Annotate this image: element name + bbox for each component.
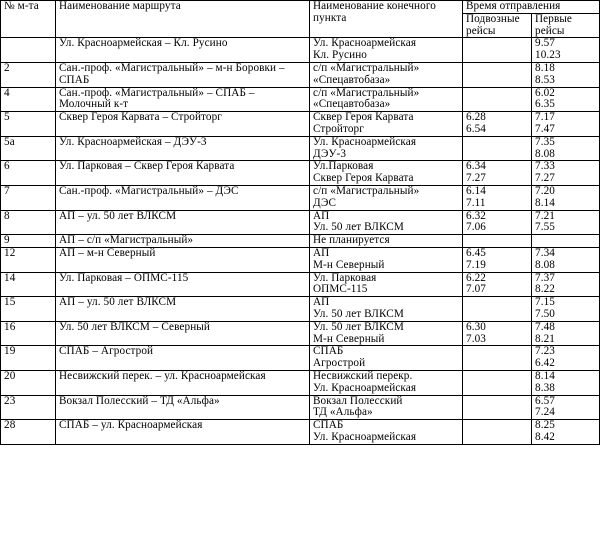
cell-line: 7.47: [535, 122, 555, 135]
shuttle-times: [463, 62, 532, 87]
route-number: 23: [1, 395, 56, 420]
end-points: [310, 346, 463, 371]
cell-line: 7.07: [466, 283, 486, 296]
route-number: 7: [1, 185, 56, 210]
cell-line: 7.11: [466, 196, 486, 209]
first-times: [532, 38, 600, 63]
first-times: [532, 297, 600, 322]
cell-line: [466, 407, 529, 419]
header-row: [1, 1, 600, 14]
header-route-name: Наименование маршрута: [56, 1, 310, 38]
shuttle-times: [463, 297, 532, 322]
table-row: [1, 420, 600, 445]
route-number: 9: [1, 235, 56, 248]
route-number: 14: [1, 272, 56, 297]
first-times: [532, 420, 600, 445]
route-name: Сан.-проф. «Магистральный» – ДЭС: [56, 185, 310, 210]
cell-line: Ул. Красноармейская: [313, 37, 417, 50]
cell-line: 8.25: [535, 419, 555, 432]
cell-line: 7.06: [466, 221, 486, 234]
cell-line: 8.38: [535, 381, 555, 394]
table-row: [1, 112, 600, 137]
first-times: [532, 272, 600, 297]
cell-line: 6.34: [466, 160, 486, 173]
cell-line: 7.55: [535, 221, 555, 234]
route-number: 20: [1, 370, 56, 395]
cell-line: 8.08: [535, 258, 555, 271]
cell-line: Несвижский перекр.: [313, 370, 413, 382]
cell-line: 6.42: [535, 357, 555, 370]
route-number: 28: [1, 420, 56, 445]
first-times: [532, 161, 600, 186]
shuttle-times: [463, 321, 532, 346]
end-points: [310, 395, 463, 420]
end-points: [310, 136, 463, 161]
cell-line: 10.23: [535, 49, 561, 62]
cell-line: Сквер Героя Карвата: [313, 111, 414, 124]
cell-line: 8.42: [535, 430, 555, 443]
cell-line: 8.14: [535, 370, 555, 382]
cell-line: Ул.Парковая: [313, 160, 374, 173]
cell-line: [466, 75, 529, 87]
route-name: АП – м-н Северный: [56, 247, 310, 272]
shuttle-times: [463, 185, 532, 210]
cell-line: 8.22: [535, 283, 555, 296]
cell-line: 8.21: [535, 332, 555, 345]
cell-line: 6.45: [466, 247, 486, 259]
cell-line: Агрострой: [313, 357, 366, 370]
cell-line: [466, 346, 529, 358]
cell-line: с/п «Магистральный»: [313, 87, 420, 99]
cell-line: [466, 50, 529, 62]
cell-line: 7.34: [535, 247, 555, 259]
end-points: [310, 62, 463, 87]
route-name: Сан.-проф. «Магистральный» – СПАБ – Молочный к-т: [56, 87, 310, 112]
end-points: [310, 38, 463, 63]
table-row: [1, 235, 600, 248]
route-number: 16: [1, 321, 56, 346]
cell-line: [535, 235, 597, 247]
route-number: 4: [1, 87, 56, 112]
cell-line: 6.32: [466, 210, 486, 222]
cell-line: с/п «Магистральный»: [313, 62, 420, 74]
cell-line: [466, 63, 529, 75]
cell-line: 8.53: [535, 73, 555, 86]
cell-line: 7.37: [535, 272, 555, 284]
table-row: [1, 247, 600, 272]
cell-line: [466, 309, 529, 321]
route-name: СПАБ – ул. Красноармейская: [56, 420, 310, 445]
table-row: [1, 87, 600, 112]
cell-line: Не планируется: [313, 234, 390, 247]
cell-line: Ул. Красноармейская: [313, 430, 417, 443]
table-row: [1, 210, 600, 235]
route-number: 15: [1, 297, 56, 322]
cell-line: СПАБ: [313, 419, 344, 432]
route-name: Ул. Красноармейская – Кл. Русино: [56, 38, 310, 63]
cell-line: 6.35: [535, 98, 555, 111]
end-points: [310, 161, 463, 186]
shuttle-times: [463, 395, 532, 420]
first-times: [532, 321, 600, 346]
first-times: [532, 185, 600, 210]
cell-line: 7.21: [535, 210, 555, 222]
first-times: [532, 395, 600, 420]
cell-line: Ул. 50 лет ВЛКСМ: [313, 221, 404, 234]
end-points: [310, 321, 463, 346]
cell-line: [466, 432, 529, 444]
shuttle-times: [463, 370, 532, 395]
end-points: [310, 235, 463, 248]
cell-line: 7.48: [535, 321, 555, 333]
cell-line: СПАБ: [313, 345, 344, 358]
header-end-point: Наименование конечного пункта: [310, 1, 463, 38]
table-row: [1, 395, 600, 420]
cell-line: [466, 420, 529, 432]
cell-line: [466, 396, 529, 408]
cell-line: Ул. 50 лет ВЛКСМ: [313, 307, 404, 320]
cell-line: 8.14: [535, 196, 555, 209]
route-number: 19: [1, 346, 56, 371]
shuttle-times: [463, 112, 532, 137]
route-number: 6: [1, 161, 56, 186]
first-times: [532, 62, 600, 87]
route-number: 8: [1, 210, 56, 235]
cell-line: 9.57: [535, 37, 555, 50]
route-name: Ул. Парковая – ОПМС-115: [56, 272, 310, 297]
shuttle-times: [463, 235, 532, 248]
route-name: Несвижский перек. – ул. Красноармейская: [56, 370, 310, 395]
cell-line: [466, 149, 529, 161]
shuttle-times: [463, 87, 532, 112]
cell-line: Ул. 50 лет ВЛКСМ: [313, 321, 404, 333]
cell-line: [466, 383, 529, 395]
cell-line: АП: [313, 210, 330, 222]
table-row: [1, 370, 600, 395]
shuttle-times: [463, 210, 532, 235]
end-points: [310, 297, 463, 322]
cell-line: АП: [313, 296, 330, 309]
shuttle-times: [463, 272, 532, 297]
cell-line: ТД «Альфа»: [313, 406, 373, 419]
route-number: [1, 38, 56, 63]
route-name: Ул. 50 лет ВЛКСМ – Северный: [56, 321, 310, 346]
table-row: [1, 62, 600, 87]
shuttle-times: [463, 247, 532, 272]
table-row: [1, 272, 600, 297]
cell-line: Ул. Красноармейская: [313, 136, 417, 148]
shuttle-times: [463, 38, 532, 63]
shuttle-times: [463, 136, 532, 161]
first-times: [532, 210, 600, 235]
table-row: [1, 346, 600, 371]
first-times: [532, 235, 600, 248]
cell-line: 6.54: [466, 122, 486, 135]
cell-line: с/п «Магистральный»: [313, 185, 420, 197]
end-points: [310, 210, 463, 235]
route-name: Ул. Красноармейская – ДЭУ-3: [56, 136, 310, 161]
route-name: Сквер Героя Карвата – Стройторг: [56, 112, 310, 137]
cell-line: [466, 137, 529, 149]
header-first-runs: Первые рейсы: [532, 13, 600, 38]
route-name: АП – ул. 50 лет ВЛКСМ: [56, 210, 310, 235]
cell-line: 8.18: [535, 62, 555, 74]
table-row: [1, 185, 600, 210]
cell-line: [466, 358, 529, 370]
first-times: [532, 112, 600, 137]
cell-line: 7.33: [535, 160, 555, 173]
table-row: [1, 136, 600, 161]
cell-line: АП: [313, 247, 330, 259]
route-name: АП – ул. 50 лет ВЛКСМ: [56, 297, 310, 322]
cell-line: [466, 88, 529, 100]
shuttle-times: [463, 346, 532, 371]
first-times: [532, 370, 600, 395]
route-number: 5: [1, 112, 56, 137]
end-points: [310, 112, 463, 137]
cell-line: [466, 99, 529, 111]
first-times: [532, 87, 600, 112]
table-row: [1, 321, 600, 346]
cell-line: 7.27: [535, 172, 555, 185]
cell-line: Стройторг: [313, 122, 364, 135]
end-points: [310, 370, 463, 395]
table-row: [1, 297, 600, 322]
cell-line: ДЭС: [313, 196, 337, 209]
cell-line: 6.02: [535, 87, 555, 99]
shuttle-times: [463, 161, 532, 186]
cell-line: 7.23: [535, 345, 555, 358]
cell-line: 6.30: [466, 321, 486, 333]
route-number: 12: [1, 247, 56, 272]
cell-line: ОПМС-115: [313, 283, 368, 296]
cell-line: [466, 371, 529, 383]
end-points: [310, 272, 463, 297]
first-times: [532, 136, 600, 161]
cell-line: 6.22: [466, 272, 486, 284]
cell-line: М-н Северный: [313, 332, 385, 345]
cell-line: Сквер Героя Карвата: [313, 172, 414, 185]
header-shuttle-runs: Подвозные рейсы: [463, 13, 532, 38]
cell-line: 7.15: [535, 296, 555, 309]
cell-line: 7.50: [535, 307, 555, 320]
route-name: СПАБ – Агрострой: [56, 346, 310, 371]
cell-line: ДЭУ-3: [313, 147, 347, 160]
cell-line: 7.20: [535, 185, 555, 197]
end-points: [310, 247, 463, 272]
cell-line: 8.08: [535, 147, 555, 160]
route-name: Сан.-проф. «Магистральный» – м-н Боровки – СПАБ: [56, 62, 310, 87]
cell-line: Ул. Парковая: [313, 272, 377, 284]
first-times: [532, 247, 600, 272]
cell-line: 7.19: [466, 258, 486, 271]
route-name: Ул. Парковая – Сквер Героя Карвата: [56, 161, 310, 186]
route-name: АП – с/п «Магистральный»: [56, 235, 310, 248]
header-route-no: № м-та: [1, 1, 56, 38]
route-name: Вокзал Полесский – ТД «Альфа»: [56, 395, 310, 420]
cell-line: [466, 297, 529, 309]
table-row: [1, 161, 600, 186]
cell-line: М-н Северный: [313, 258, 385, 271]
route-number: 5а: [1, 136, 56, 161]
cell-line: 6.28: [466, 111, 486, 124]
cell-line: Ул. Красноармейская: [313, 381, 417, 394]
cell-line: Вокзал Полесский: [313, 395, 403, 407]
cell-line: 6.14: [466, 185, 486, 197]
cell-line: 6.57: [535, 395, 555, 407]
first-times: [532, 346, 600, 371]
cell-line: 7.27: [466, 172, 486, 185]
table-row: [1, 38, 600, 63]
shuttle-times: [463, 420, 532, 445]
cell-line: [466, 235, 529, 247]
header-departure-time: Время отправления: [463, 1, 600, 14]
cell-line: 7.35: [535, 136, 555, 148]
end-points: [310, 87, 463, 112]
cell-line: 7.03: [466, 332, 486, 345]
end-points: [310, 420, 463, 445]
cell-line: [466, 38, 529, 50]
cell-line: «Спецавтобаза»: [313, 98, 391, 111]
route-number: 2: [1, 62, 56, 87]
cell-line: 7.24: [535, 406, 555, 419]
cell-line: 7.17: [535, 111, 555, 124]
cell-line: «Спецавтобаза»: [313, 73, 391, 86]
cell-line: Кл. Русино: [313, 49, 367, 62]
end-points: [310, 185, 463, 210]
